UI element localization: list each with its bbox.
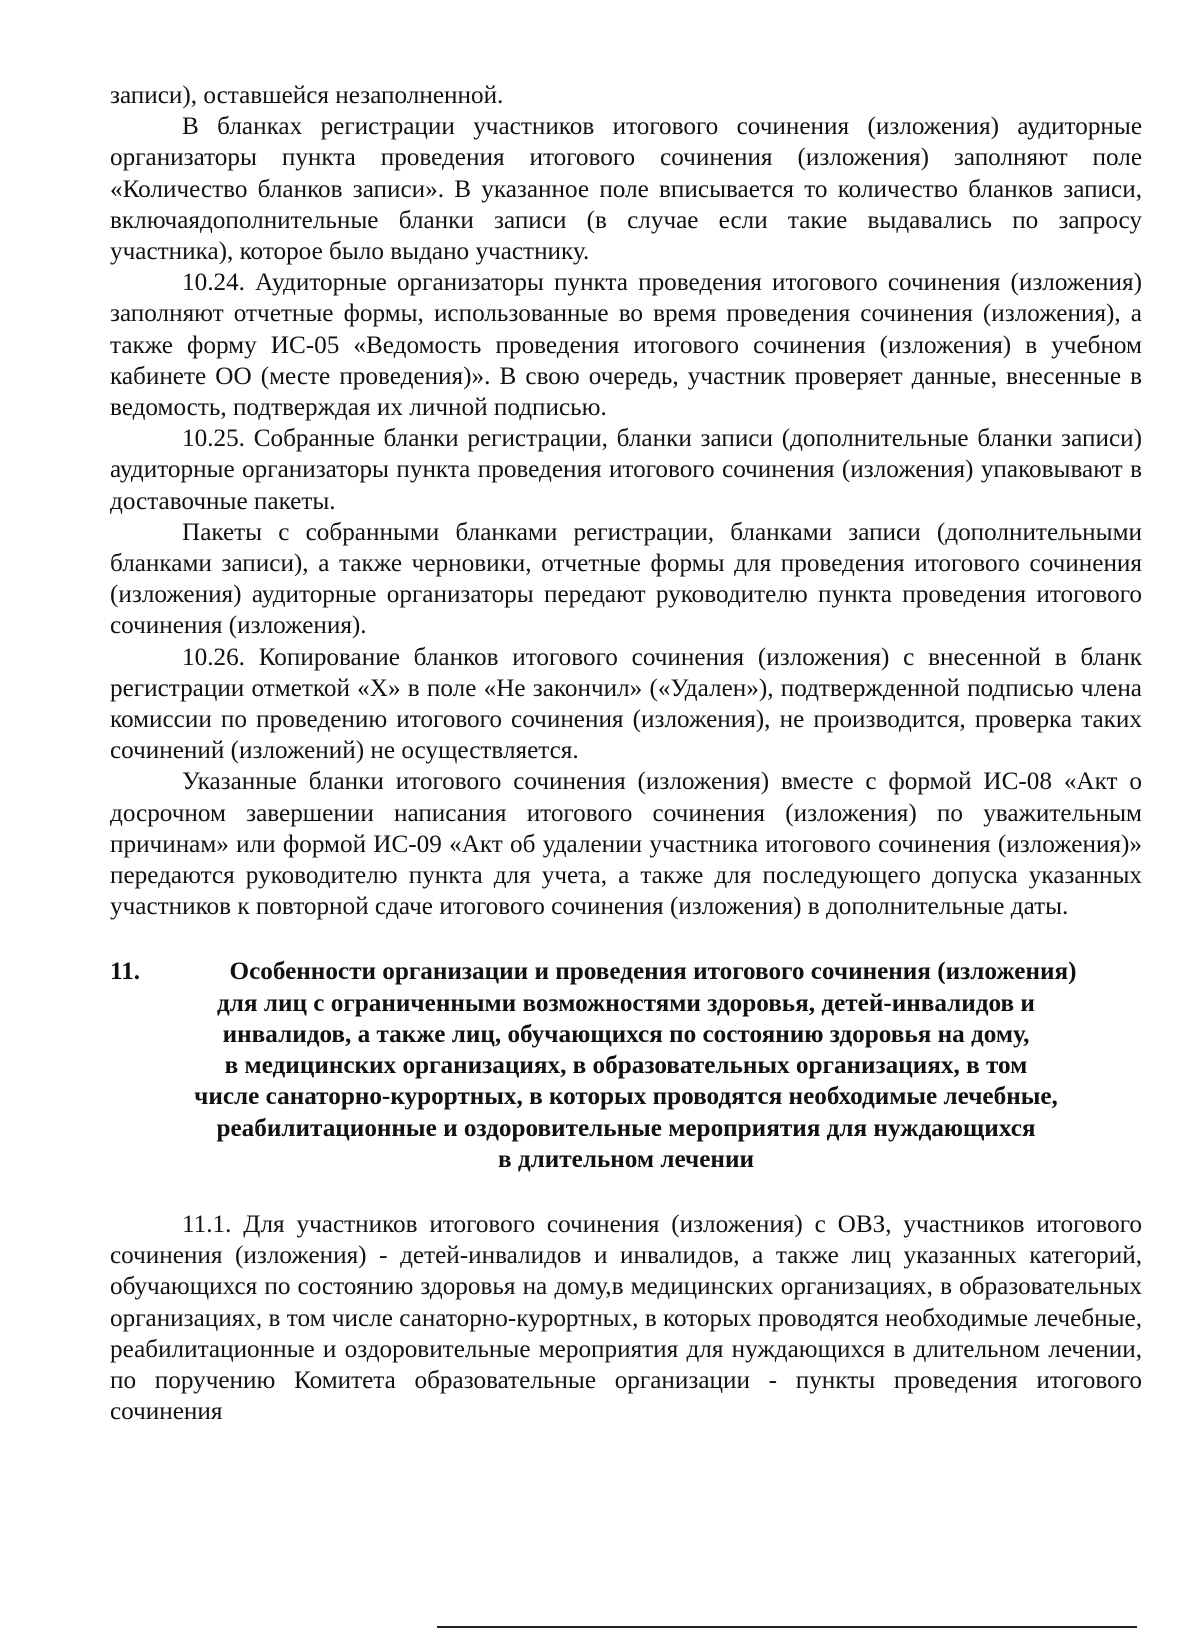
page-edge-line <box>437 1626 1137 1628</box>
paragraph-10-25: 10.25. Собранные бланки регистрации, бланки записи (дополнительные бланки записи) аудиторные организаторы пункта проведения итогового сочинения (изложения) упаковывают в доставочные пакеты. <box>110 425 1142 515</box>
section-number: 11. <box>110 958 141 986</box>
section-title-line-3: инвалидов, а также лиц, обучающихся по состоянию здоровья на дому, <box>222 1020 1030 1048</box>
section-title-line-5: числе санаторно-курортных, в которых проводятся необходимые лечебные, <box>194 1083 1058 1111</box>
paragraph-10-26: 10.26. Копирование бланков итогового сочинения (изложения) с внесенной в бланк регистрации отметкой «Х» в поле «Не закончил» («Удален»), подтвержденной подписью члена комиссии по проведению итогового сочинения (изложения), не производится, проверка таких сочинений (изложений) не осуществляется. <box>110 643 1142 765</box>
paragraph-11-1: 11.1. Для участников итогового сочинения (изложения) с ОВЗ, участников итогового сочинения (изложения) - детей-инвалидов и инвалидов, а также лиц указанных категорий, обучающихся по состоянию здоровья на дому,в медицинских организациях, в образовательных организациях, в том числе санаторно-курортных, в которых проводятся необходимые лечебные, реабилитационные и оздоровительные мероприятия для нуждающихся в длительном лечении, по поручению Комитета образовательные организации - пункты проведения итогового сочинения <box>110 1210 1142 1426</box>
paragraph-registration-forms: В бланках регистрации участников итогового сочинения (изложения) аудиторные организаторы пункта проведения итогового сочинения (изложения) заполняют поле «Количество бланков записи». В указанное поле вписывается то количество бланков записи, включаядополнительные бланки записи (в случае если такие выдавались по запросу участника), которое было выдано участнику. <box>110 113 1142 266</box>
section-title-line-4: в медицинских организациях, в образовательных организациях, в том <box>224 1052 1028 1080</box>
paragraph-10-24: 10.24. Аудиторные организаторы пункта проведения итогового сочинения (изложения) заполняют отчетные формы, использованные во время проведения сочинения (изложения), а также форму ИС-05 «Ведомость проведения итогового сочинения (изложения) в учебном кабинете ОО (месте проведения)». В свою очередь, участник проверяет данные, внесенные в ведомость, подтверждая их личной подписью. <box>110 269 1142 422</box>
paragraph-forms-is08-is09: Указанные бланки итогового сочинения (изложения) вместе с формой ИС-08 «Акт о досрочном завершении написания итогового сочинения (изложения) по уважительным причинам» или формой ИС-09 «Акт об удалении участника итогового сочинения (изложения)» передаются руководителю пункта для учета, а также для последующего допуска указанных участников к повторной сдаче итогового сочинения (изложения) в дополнительные даты. <box>110 768 1142 921</box>
paragraph-packages: Пакеты с собранными бланками регистрации, бланками записи (дополнительными бланками записи), а также черновики, отчетные формы для проведения итогового сочинения (изложения) аудиторные организаторы передают руководителю пункта проведения итогового сочинения (изложения). <box>110 518 1142 640</box>
paragraph-continuation: записи), оставшейся незаполненной. <box>110 82 504 109</box>
section-title-line-2: для лиц с ограниченными возможностями здоровья, детей-инвалидов и <box>217 989 1035 1017</box>
section-title-line-1: Особенности организации и проведения итогового сочинения (изложения) <box>229 958 1077 986</box>
section-title-line-6: реабилитационные и оздоровительные мероприятия для нуждающихся <box>216 1114 1036 1142</box>
document-page <box>110 80 1142 1427</box>
section-heading <box>110 956 1142 1174</box>
section-title-line-7: в длительном лечении <box>498 1145 754 1173</box>
